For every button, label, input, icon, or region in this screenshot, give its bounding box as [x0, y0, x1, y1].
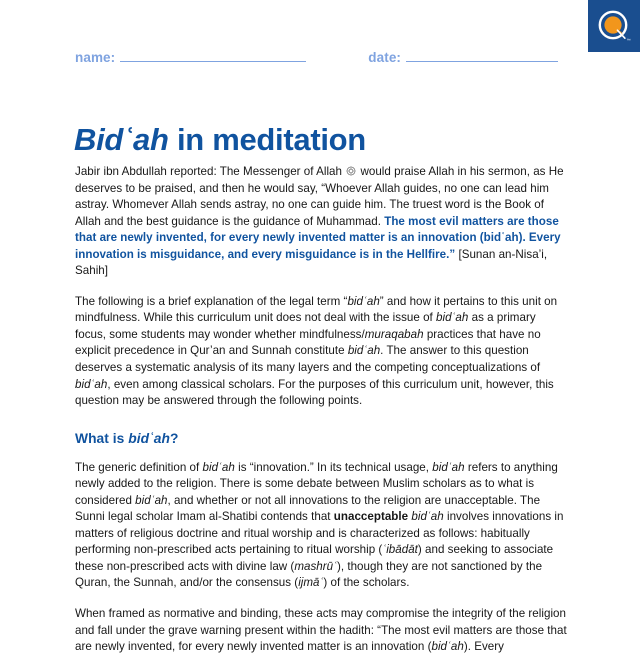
intro-paragraph [75, 294, 569, 410]
sallallahu-alayhi-wasallam-icon [346, 166, 356, 176]
form-fields-row [75, 50, 569, 65]
brand-logo-badge [588, 0, 640, 52]
section-heading-what-is-bidah [75, 431, 569, 446]
page-title-roman-text: in meditation [168, 121, 366, 157]
date-field[interactable] [368, 50, 558, 65]
name-field-input-rule[interactable] [120, 50, 306, 62]
intro-term-1: bidʿah [347, 294, 380, 308]
norm-seg-1: When framed as normative and binding, these acts may compromise the integrity of the religion and fall under the grave warning present within the hadith: “The most evil matters are those that are newly invented, for every newly invented matter is an innovation ( [75, 607, 567, 654]
norm-term-1: bidʿah [431, 640, 464, 654]
hadith-emphasis: The most evil matters are those that are newly invented, for every newly invented matter is an innovation (bidʿah). Every innovation is misguidance, and every misguidance is in the Hellfire.” [75, 214, 561, 261]
def-term-2: bidʿah [432, 460, 465, 474]
def-term-3: bidʿah [135, 493, 168, 507]
section-heading-tail: ? [169, 430, 179, 446]
hadith-paragraph [75, 164, 569, 280]
name-field-label: name: [75, 50, 116, 65]
def-seg-2: is “innovation.” In its technical usage, [234, 460, 433, 474]
norm-seg-2: ). Every [463, 640, 504, 654]
def-term-ijma: ijmāʿ [298, 576, 324, 590]
q-mark-logo-icon [597, 9, 631, 43]
def-seg-9: ) of the scholars. [323, 576, 410, 590]
intro-seg-4: practices that have no explicit precedence in Qur’an and Sunnah constitute [75, 327, 541, 358]
page-title-italic-term: Bidʿah [74, 121, 169, 157]
normative-paragraph [75, 606, 569, 656]
def-seg-1: The generic definition of [75, 460, 203, 474]
def-term-ibadat: ʿibādāt [382, 543, 418, 557]
intro-seg-1: The following is a brief explanation of the legal term “ [75, 294, 348, 308]
name-field[interactable] [75, 50, 306, 65]
intro-term-3: muraqabah [364, 327, 424, 341]
intro-term-4: bidʿah [347, 344, 381, 358]
def-seg-6: involves innovations in matters of religious doctrine and ritual worship and is characterized as follows: habitually performing non-prescribed acts pertaining to ritual worship ( [75, 510, 564, 557]
date-field-input-rule[interactable] [406, 50, 558, 62]
def-seg-4: , and whether or not all innovations to the religion are unacceptable. The Sunni legal scholar Imam al-Shatibi contends that [75, 493, 541, 524]
hadith-citation: [Sunan an-Nisa’i, Sahih] [75, 247, 548, 278]
def-seg-7: ) and seeking to associate these non-prescribed acts with divine law ( [75, 543, 554, 573]
intro-seg-5: . The answer to this question deserves a systematic analysis of its many layers and the competing conceptualizations of [75, 344, 541, 375]
intro-term-5: bidʿah [75, 377, 108, 391]
document-body [75, 164, 569, 656]
section-heading-term: bidʿah [128, 430, 170, 446]
def-term-mashru: mashrūʿ [294, 559, 337, 573]
intro-seg-6: , even among classical scholars. For the purposes of this curriculum unit, however, this question may be answered through the following points. [75, 377, 554, 408]
def-term-1: bidʿah [202, 460, 235, 474]
def-seg-8: ), though they are not sanctioned by the Quran, the Sunnah, and/or the consensus ( [75, 559, 543, 590]
def-seg-3: refers to anything newly added to the religion. There is some debate between Muslim scholars as to what is considered [75, 460, 558, 507]
intro-seg-3: as a primary focus, some students may wonder whether mindfulness/ [75, 311, 536, 341]
hadith-body: would praise Allah in his sermon, as He deserves to be praised, and then he would say, “Whoever Allah guides, no one can lead him astray. Whomever Allah sends astray, no one can guide him. The truest word is the Book of Allah and the best guidance is the guidance of Muhammad. [75, 165, 564, 228]
intro-seg-2: ” and how it pertains to this unit on mindfulness. While this curriculum unit does not deal with the issue of [75, 294, 558, 325]
date-field-label: date: [368, 50, 402, 65]
definition-paragraph [75, 460, 569, 592]
intro-term-2: bidʿah [436, 311, 469, 325]
hadith-intro: Jabir ibn Abdullah reported: The Messenger of Allah [75, 165, 346, 178]
svg-text:™: ™ [626, 37, 631, 43]
def-bold-unacceptable: unacceptable [333, 510, 409, 524]
page-title [74, 123, 366, 157]
section-heading-roman: What is [75, 430, 129, 446]
def-term-4: bidʿah [411, 510, 444, 524]
